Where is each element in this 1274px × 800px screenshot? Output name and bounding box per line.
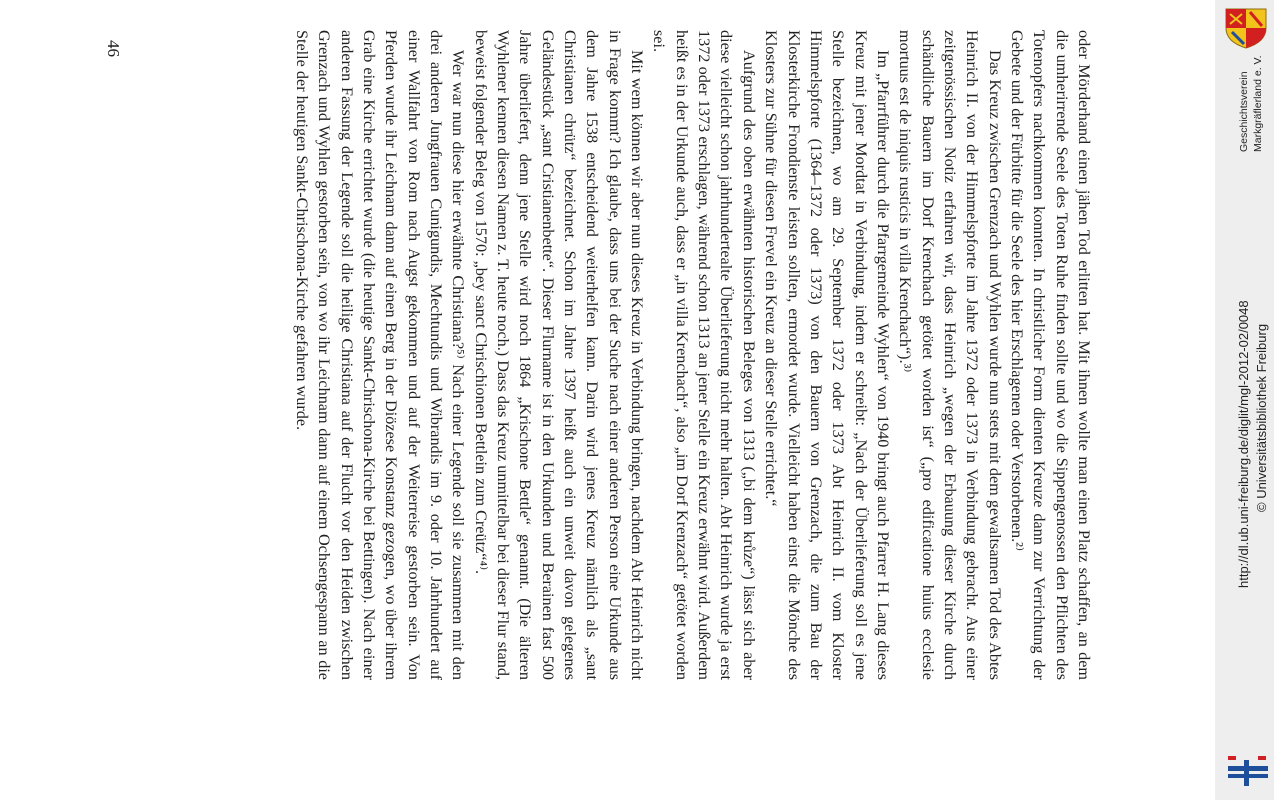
society-name: Geschichtsverein	[1238, 71, 1250, 152]
paragraph-1: oder Mörderhand einen jähen Tod erlitten hat. Mit ihnen wollte man einen Platz schaffen, an dem die umherirrende Seele des Toten Ruhe finden sollte und wo die Sippengenossen den Pflichten des Totenopfers nachkommen konnten. In christlicher Form dienten Kreuze dann zur Verrichtung der Gebete und der Fürbitte für die Seele des hier Erschlagenen oder Verstorbenen.²⁾	[1007, 30, 1093, 680]
page-number: 46	[104, 40, 123, 57]
society-region: Markgräflerland e. V.	[1252, 55, 1264, 152]
paragraph-4: Aufgrund des oben erwähnten historischen Beleges von 1313 („bi dem krůze“) lässt sich aber diese vielleicht schon jahrhundertealte Überlieferung nicht mehr halten. Abt Heinrich wurde ja erst 1372 oder 1373 erschlagen, während schon 1313 an jener Stelle ein Kreuz erwähnt wird. Außerdem heißt es in der Urkunde auch, dass er „in villa Krenchach“, also „im Dorf Krenzach“ getötet worden sei.	[650, 30, 758, 680]
library-copyright: © Universitätsbibliothek Freiburg	[1254, 323, 1269, 512]
paragraph-2: Das Kreuz zwischen Grenzach und Wyhlen wurde nun stets mit dem gewaltsamen Tod des Abtes Heinrich II. von der Himmelspforte im Jahre 1372 oder 1373 in Verbindung gebracht. Aus einer zeitgenössischen Notiz erfahren wir, dass Heinrich „wegen der Erbauung dieser Kirche durch schändliche Bauern im Dorf Krenchach getötet worden ist“ („pro edificatione huius ecclesie mortuus est de iniquis rusticis in villa Krenchach“).³⁾	[896, 30, 1004, 680]
body-text	[291, 30, 1095, 680]
permalink-url[interactable]: http://dl.ub.uni-freiburg.de/diglit/mgl-2012-02/0048	[1236, 300, 1251, 588]
paragraph-6: Wer war nun diese hier erwähnte Christiana?⁵⁾ Nach einer Legende soll sie zusammen mit den drei anderen Jungfrauen Cunigundis, Mechtundis und Wibrandis im 9. oder 10. Jahrhundert auf einer Wallfahrt von Rom nach Augst gekommen und auf der Weiterreise gestorben sein. Von Pferden wurde ihr Leichnam dann auf einen Berg in der Diözese Konstanz gezogen, wo über ihrem Grab eine Kirche errichtet wurde (die heutige Sankt-Chrischona-Kirche bei Bettingen). Nach einer anderen Fassung der Legende soll die heilige Christiana auf der Flucht vor den Heiden zwischen Grenzach und Wyhlen gestorben sein, von wo ihr Leichnam dann auf einem Ochsengespann an die Stelle der heutigen Sankt-Chrischona-Kirche gefahren wurde.	[292, 30, 468, 680]
paragraph-5: Mit wem können wir aber nun dieses Kreuz in Verbindung bringen, nachdem Abt Heinrich nicht in Frage kommt? Ich glaube, dass uns bei der Suche nach einer anderen Person eine Urkunde aus dem Jahre 1538 entscheidend weiterhelfen kann. Darin wird jenes Kreuz nämlich als „sant Christianen chrütz“ bezeichnet. Schon im Jahre 1397 heißt auch ein unweit davon gelegenes Geländestück „sant Cristianenbette“. Dieser Flurname ist in den Urkunden und Berainen fast 500 Jahre überliefert, denn jene Stelle wird noch 1864 „Krischone Bettle“ genannt. (Die älteren Wyhlener kennen diesen Namen z. T. heute noch.) Dass das Kreuz unmittelbar bei dieser Flur stand, beweist folgender Beleg von 1570: „bey sanct Chrischionen Bettlein zum Creütz“⁴⁾.	[471, 30, 647, 680]
coat-of-arms-icon[interactable]	[1222, 6, 1270, 50]
ub-freiburg-logo-icon[interactable]	[1226, 748, 1270, 788]
paragraph-3: Im „Pfarrführer durch die Pfarrgemeinde Wyhlen“ von 1940 bringt auch Pfarrer H. Lang dieses Kreuz mit jener Mordtat in Verbindung, indem er schreibt: „Nach der Überlieferung soll es jene Stelle bezeichnen, wo am 29. September 1372 oder 1373 Abt Heinrich II. vom Kloster Himmelspforte (1364–1372 oder 1373) von den Bauern von Grenzach, die zum Bau der Klosterkirche Frondienste leisten sollten, ermordet wurde. Vielleicht haben einst die Mönche des Klosters zur Sühne für diesen Frevel ein Kreuz an dieser Stelle errichtet.“	[762, 30, 892, 680]
